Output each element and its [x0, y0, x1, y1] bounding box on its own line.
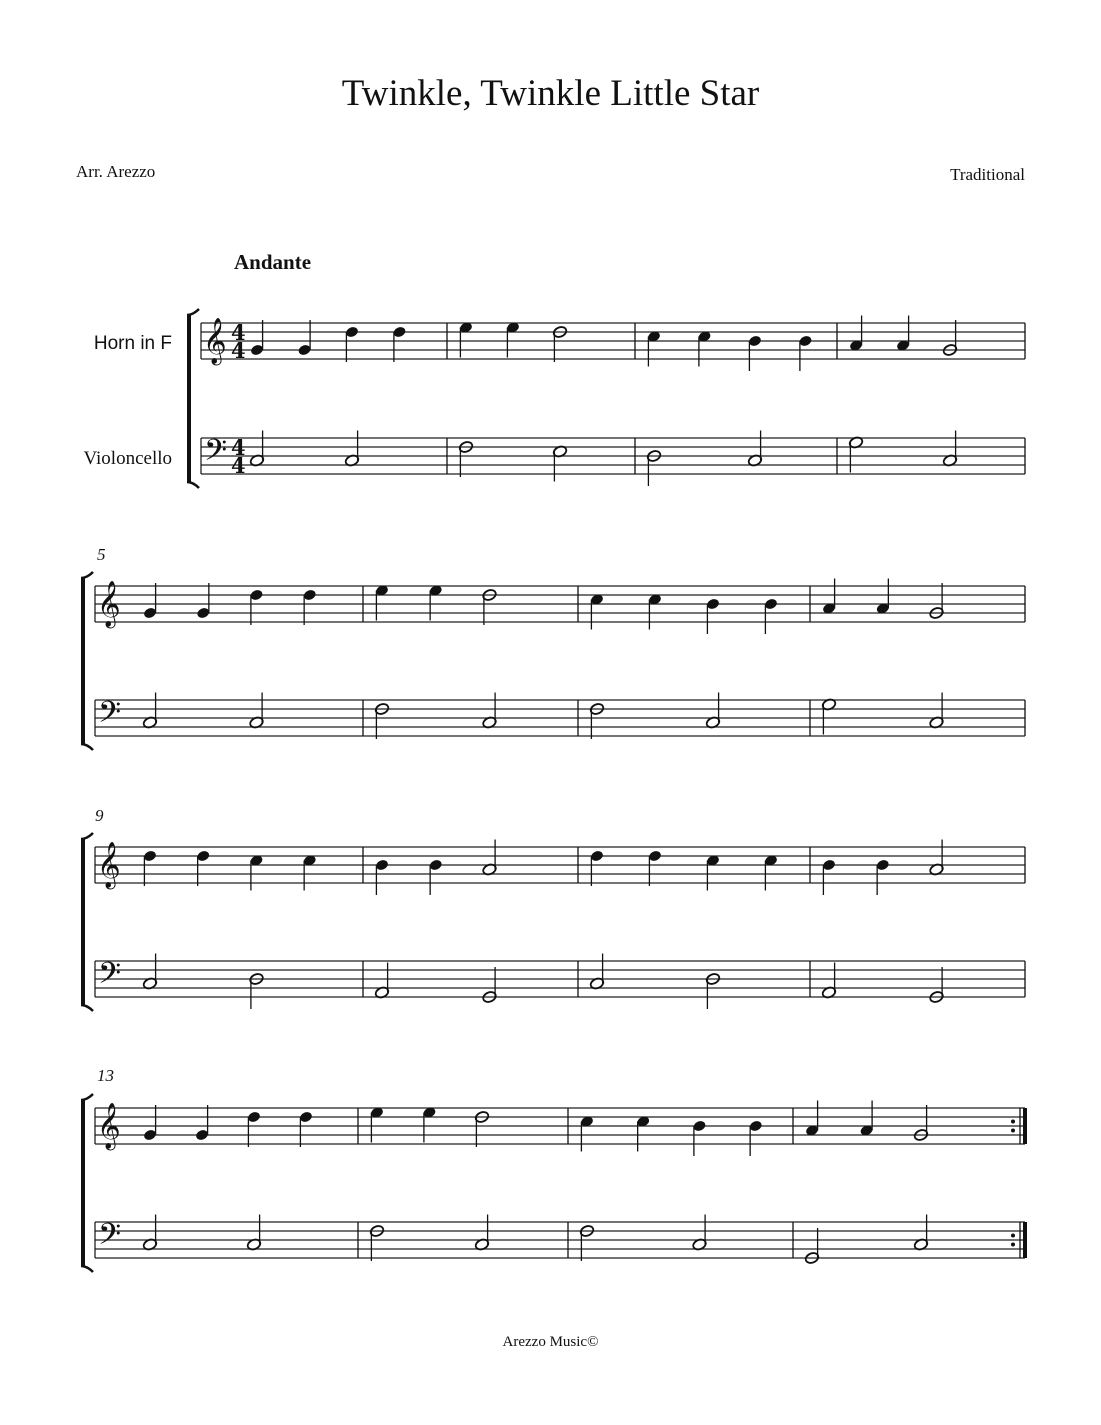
treble-clef: 𝄞 [203, 318, 227, 364]
measure-number: 9 [95, 806, 104, 825]
time-signature: 4 [231, 338, 246, 363]
system-bracket [187, 482, 199, 488]
tempo-marking: Andante [234, 250, 312, 274]
measure-number: 5 [97, 545, 106, 564]
system-bracket [81, 572, 93, 578]
repeat-dot [1011, 1129, 1015, 1133]
system-bracket [81, 1266, 93, 1272]
system-bracket [81, 833, 93, 839]
final-barline [1023, 1108, 1027, 1144]
time-signature: 4 [231, 453, 246, 478]
system-bracket [187, 309, 199, 315]
time-signature: 4 [231, 320, 246, 345]
measure-number: 13 [97, 1066, 114, 1085]
system-bracket [81, 1094, 93, 1100]
bass-clef: 𝄢 [98, 696, 122, 737]
bass-clef: 𝄢 [98, 957, 122, 998]
composer-credit: Traditional [950, 165, 1025, 184]
treble-clef: 𝄞 [97, 581, 121, 627]
arranger-credit: Arr. Arezzo [76, 162, 156, 181]
time-signature: 4 [231, 435, 246, 460]
repeat-dot [1011, 1243, 1015, 1247]
bass-clef: 𝄢 [204, 434, 228, 475]
treble-clef: 𝄞 [97, 842, 121, 888]
system-bracket [81, 1005, 93, 1011]
system-bracket [81, 744, 93, 750]
part-name-horn: Horn in F [93, 333, 172, 354]
repeat-dot [1011, 1120, 1015, 1124]
final-barline [1023, 1222, 1027, 1258]
copyright-footer: Arezzo Music© [502, 1334, 599, 1350]
part-name-cello: Violoncello [83, 448, 172, 469]
score-title: Twinkle, Twinkle Little Star [341, 73, 760, 114]
bass-clef: 𝄢 [98, 1218, 122, 1259]
treble-clef: 𝄞 [97, 1103, 121, 1149]
repeat-dot [1011, 1234, 1015, 1238]
